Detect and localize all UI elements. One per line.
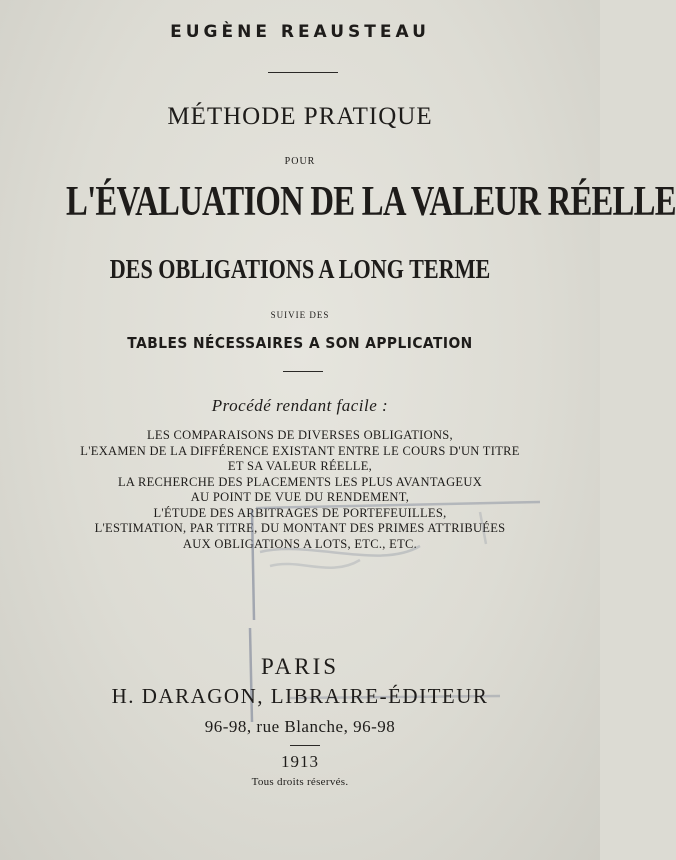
publication-year: 1913 <box>281 752 319 771</box>
main-title: L'ÉVALUATION DE LA VALEUR RÉELLE <box>66 179 676 225</box>
list-item: AU POINT DE VUE DU RENDEMENT, <box>190 490 410 504</box>
title-tables: TABLES NÉCESSAIRES A SON APPLICATION <box>127 334 473 352</box>
list-item: ET SA VALEUR RÉELLE, <box>227 459 373 473</box>
list-item: L'EXAMEN DE LA DIFFÉRENCE EXISTANT ENTRE LE COURS D'UN TITRE <box>80 443 520 458</box>
divider-rule <box>283 371 323 372</box>
title-line-methode: MÉTHODE PRATIQUE <box>167 103 433 130</box>
title-line-obligations: DES OBLIGATIONS A LONG TERME <box>109 254 491 284</box>
list-item: LES COMPARAISONS DE DIVERSES OBLIGATIONS, <box>147 428 453 442</box>
publisher-name: H. DARAGON, LIBRAIRE-ÉDITEUR <box>111 684 489 708</box>
list-item: L'ÉTUDE DES ARBITRAGES DE PORTEFEUILLES, <box>153 505 447 520</box>
benefits-list <box>0 428 600 552</box>
publisher-address: 96-98, rue Blanche, 96-98 <box>204 717 396 736</box>
divider-rule <box>268 72 338 73</box>
procede-heading: Procédé rendant facile : <box>211 396 389 415</box>
rights-notice: Tous droits réservés. <box>251 776 349 788</box>
author-name: EUGÈNE REAUSTEAU <box>170 22 430 42</box>
list-item: LA RECHERCHE DES PLACEMENTS LES PLUS AVANTAGEUX <box>117 474 483 489</box>
divider-rule <box>290 745 320 746</box>
list-item: L'ESTIMATION, PAR TITRE, DU MONTANT DES PRIMES ATTRIBUÉES <box>94 521 506 535</box>
title-suivie: SUIVIE DES <box>270 310 330 320</box>
title-pour: POUR <box>284 156 316 167</box>
list-item: AUX OBLIGATIONS A LOTS, ETC., ETC. <box>182 536 418 551</box>
city-name: PARIS <box>260 654 340 679</box>
